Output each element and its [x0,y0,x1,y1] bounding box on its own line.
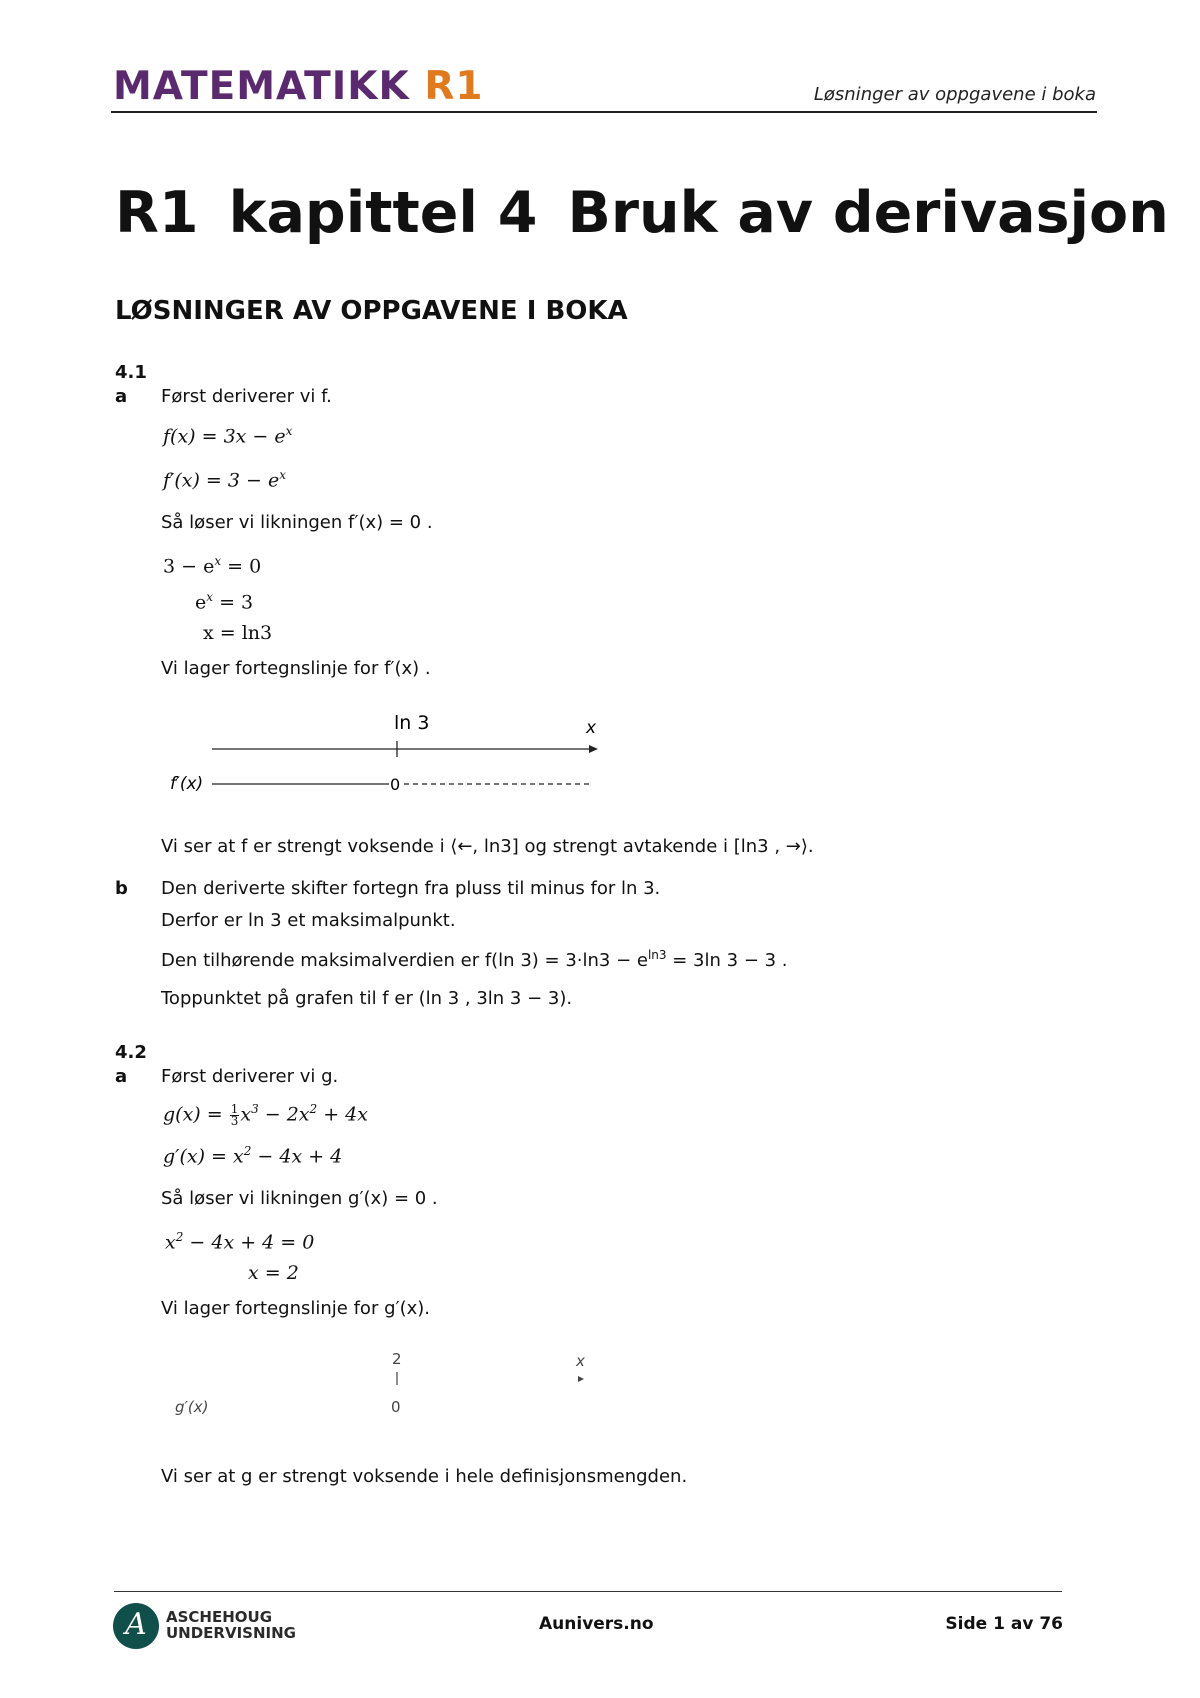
equation: g(x) = $\frac{1}{3}x^3 - 2x^2 + 4x$ [163,1101,368,1128]
sign-chart-axis-label: x [586,718,597,738]
footer-divider [114,1591,1062,1592]
arrow-head [578,1376,584,1382]
text-line: Så løser vi likningen g′(x) = 0 . [161,1188,438,1209]
part-label-b: b [115,878,128,899]
equation: $x^2 - 4x + 4 = 0$ [165,1230,315,1254]
matematikk-r1-logo [113,64,483,109]
sign-chart-f-prime [160,705,620,800]
part-label-a: a [115,1066,128,1087]
text-line: Den tilhørende maksimalverdien er f(ln $3) = 3\cdot\ln 3 - e^{ln3} = 3\ln$ 3 − 3 . [161,948,788,971]
page-number: Side 1 av 76 [945,1614,1063,1634]
logo-suffix: R1 [424,64,484,109]
text-line: Vi lager fortegnslinje for f′(x) . [161,658,431,679]
text-line: Så løser vi likningen f′(x) = 0 . [161,512,433,533]
title-part-1: R1 [115,180,199,246]
sign-chart-axis-label: x [576,1352,585,1370]
header-subtitle: Løsninger av oppgavene i boka [813,84,1096,105]
equation: $g'(x) = x^2 - 4x + 4$ [163,1144,343,1168]
part-label-a: a [115,386,128,407]
equation: $f(x) = 3x - e^x$ [163,424,293,448]
text-line: Derfor er ln 3 et maksimalpunkt. [161,910,456,931]
sign-chart-zero: 0 [390,775,401,794]
footer-website: Aunivers.no [539,1614,654,1634]
title-part-3: Bruk av derivasjon [567,180,1169,246]
equation: $f'(x) = 3 - e^x$ [163,468,286,492]
text-line: Først deriverer vi g. [161,1066,339,1087]
text-line: Den deriverte skifter fortegn fra pluss til minus for ln 3. [161,878,661,899]
equation: x = 2 [248,1262,299,1284]
text-line: Først deriverer vi f. [161,386,332,407]
section-heading-4-2: 4.2 [115,1042,147,1063]
sign-chart-func-label: g′(x) [175,1398,209,1416]
sign-chart-point-label: ln 3 [394,712,430,734]
equation: x = ln3 [203,622,273,644]
header-divider [111,111,1097,113]
section-heading-4-1: 4.1 [115,362,147,383]
sign-chart-g-prime [160,1348,620,1428]
text-line: Vi lager fortegnslinje for g′(x). [161,1298,430,1319]
logo-text: MATEMATIKK [113,64,410,109]
sign-chart-func-label: f′(x) [170,774,204,794]
arrow-head [589,745,598,753]
aschehoug-logo-icon: A [113,1603,159,1649]
equation: $e^x = 3$ [195,590,254,614]
page-title [115,180,1199,246]
title-part-2: kapittel 4 [228,180,538,246]
sign-chart-point-label: 2 [392,1350,402,1368]
text-line: Vi ser at g er strengt voksende i hele definisjonsmengden. [161,1466,688,1487]
sign-chart-zero: 0 [391,1398,401,1416]
equation: $3 - e^x = 0$ [163,554,262,578]
page-subtitle: LØSNINGER AV OPPGAVENE I BOKA [115,296,628,326]
aschehoug-logo-text: ASCHEHOUG UNDERVISNING [166,1608,296,1642]
text-line: Vi ser at f er strengt voksende i ⟨←, ln3] og strengt avtakende i [ln3 , →⟩. [161,836,814,857]
text-line: Toppunktet på grafen til f er (ln 3 , 3ln 3 − 3). [161,988,573,1009]
